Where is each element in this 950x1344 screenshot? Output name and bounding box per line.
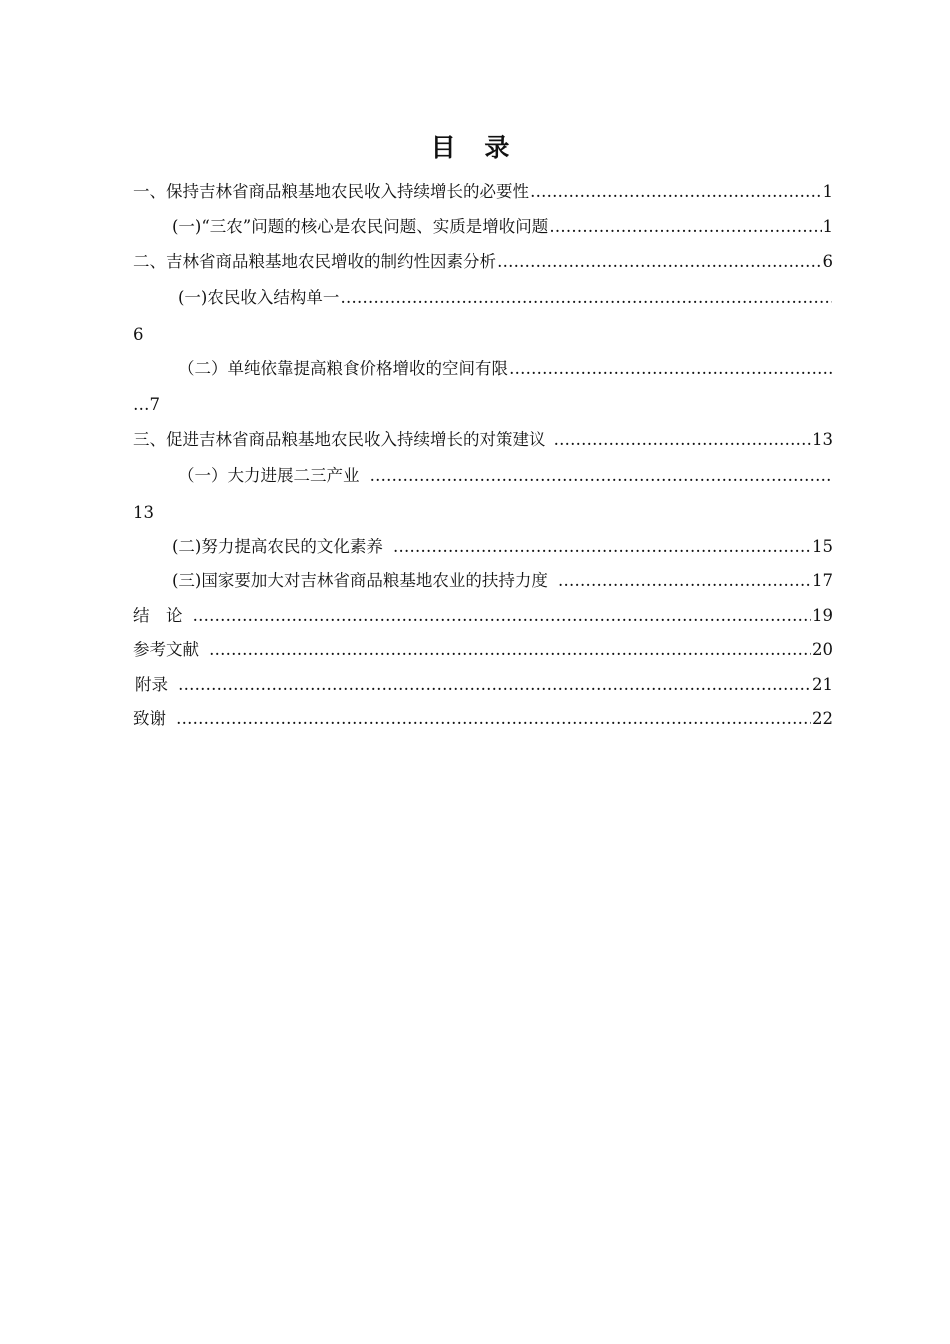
toc-entry-page: 6 [133,325,144,344]
toc-leader-dots [530,180,822,204]
toc-entry-page: 1 [822,217,833,236]
toc-entry[interactable] [172,569,833,593]
toc-entry-label: （二）单纯依靠提高粮食价格增收的空间有限 [178,359,508,378]
toc-entry-label: (二)努力提高农民的文化素养 [172,537,383,556]
toc-entry[interactable] [178,464,833,488]
toc-entry-page: 13 [133,503,154,522]
toc-entry-page: 22 [812,709,833,728]
toc-entry[interactable] [172,535,833,559]
toc-leader-dots [549,215,821,239]
toc-entry-label: （一）大力进展二三产业 [178,466,360,485]
toc-entry[interactable] [178,286,833,310]
toc-entry-page: …7 [133,395,160,414]
toc-leader-dots [178,673,811,697]
toc-leader-dots [393,535,811,559]
toc-leader-dots [370,464,833,488]
toc-entry-page: 13 [812,430,833,449]
toc-leader-dots [340,286,832,310]
toc-entry[interactable] [135,673,833,697]
toc-leader-dots [558,569,811,593]
toc-entry-label: (一)“三农”问题的核心是农民问题、实质是增收问题 [172,217,549,236]
toc-entry-label: 参考文献 [133,640,199,659]
toc-entry-label: (一)农民收入结构单一 [178,288,340,307]
toc-entry-label: 三、促进吉林省商品粮基地农民收入持续增长的对策建议 [133,430,546,449]
toc-leader-dots [176,707,811,731]
toc-entry[interactable] [133,428,833,452]
toc-entry[interactable] [133,707,833,731]
toc-entry-page: 15 [812,537,833,556]
toc-leader-dots [509,357,832,381]
toc-entry-label: 致谢 [133,709,166,728]
toc-leader-dots [209,638,811,662]
toc-entry[interactable] [133,180,833,204]
toc-entry[interactable] [133,638,833,662]
toc-entry-page: 6 [822,252,833,271]
toc-entry-page: 21 [812,675,833,694]
toc-entry-label: 二、吉林省商品粮基地农民增收的制约性因素分析 [133,252,496,271]
toc-entry-label: 结 论 [133,606,183,625]
toc-leader-dots [497,250,822,274]
toc-entry-page: 20 [812,640,833,659]
toc-entry[interactable] [178,357,833,381]
toc-entry-page: 1 [822,182,833,201]
toc-title: 目 录 [430,133,520,162]
toc-entry-label: (三)国家要加大对吉林省商品粮基地农业的扶持力度 [172,571,548,590]
toc-entry[interactable] [172,215,833,239]
toc-entry-page: 17 [812,571,833,590]
toc-leader-dots [193,604,812,628]
toc-entry[interactable] [133,250,833,274]
toc-entry[interactable] [133,604,833,628]
toc-entry-label: 一、保持吉林省商品粮基地农民收入持续增长的必要性 [133,182,529,201]
toc-leader-dots [554,428,812,452]
toc-entry-page: 19 [812,606,833,625]
toc-entry-label: 附录 [135,675,168,694]
